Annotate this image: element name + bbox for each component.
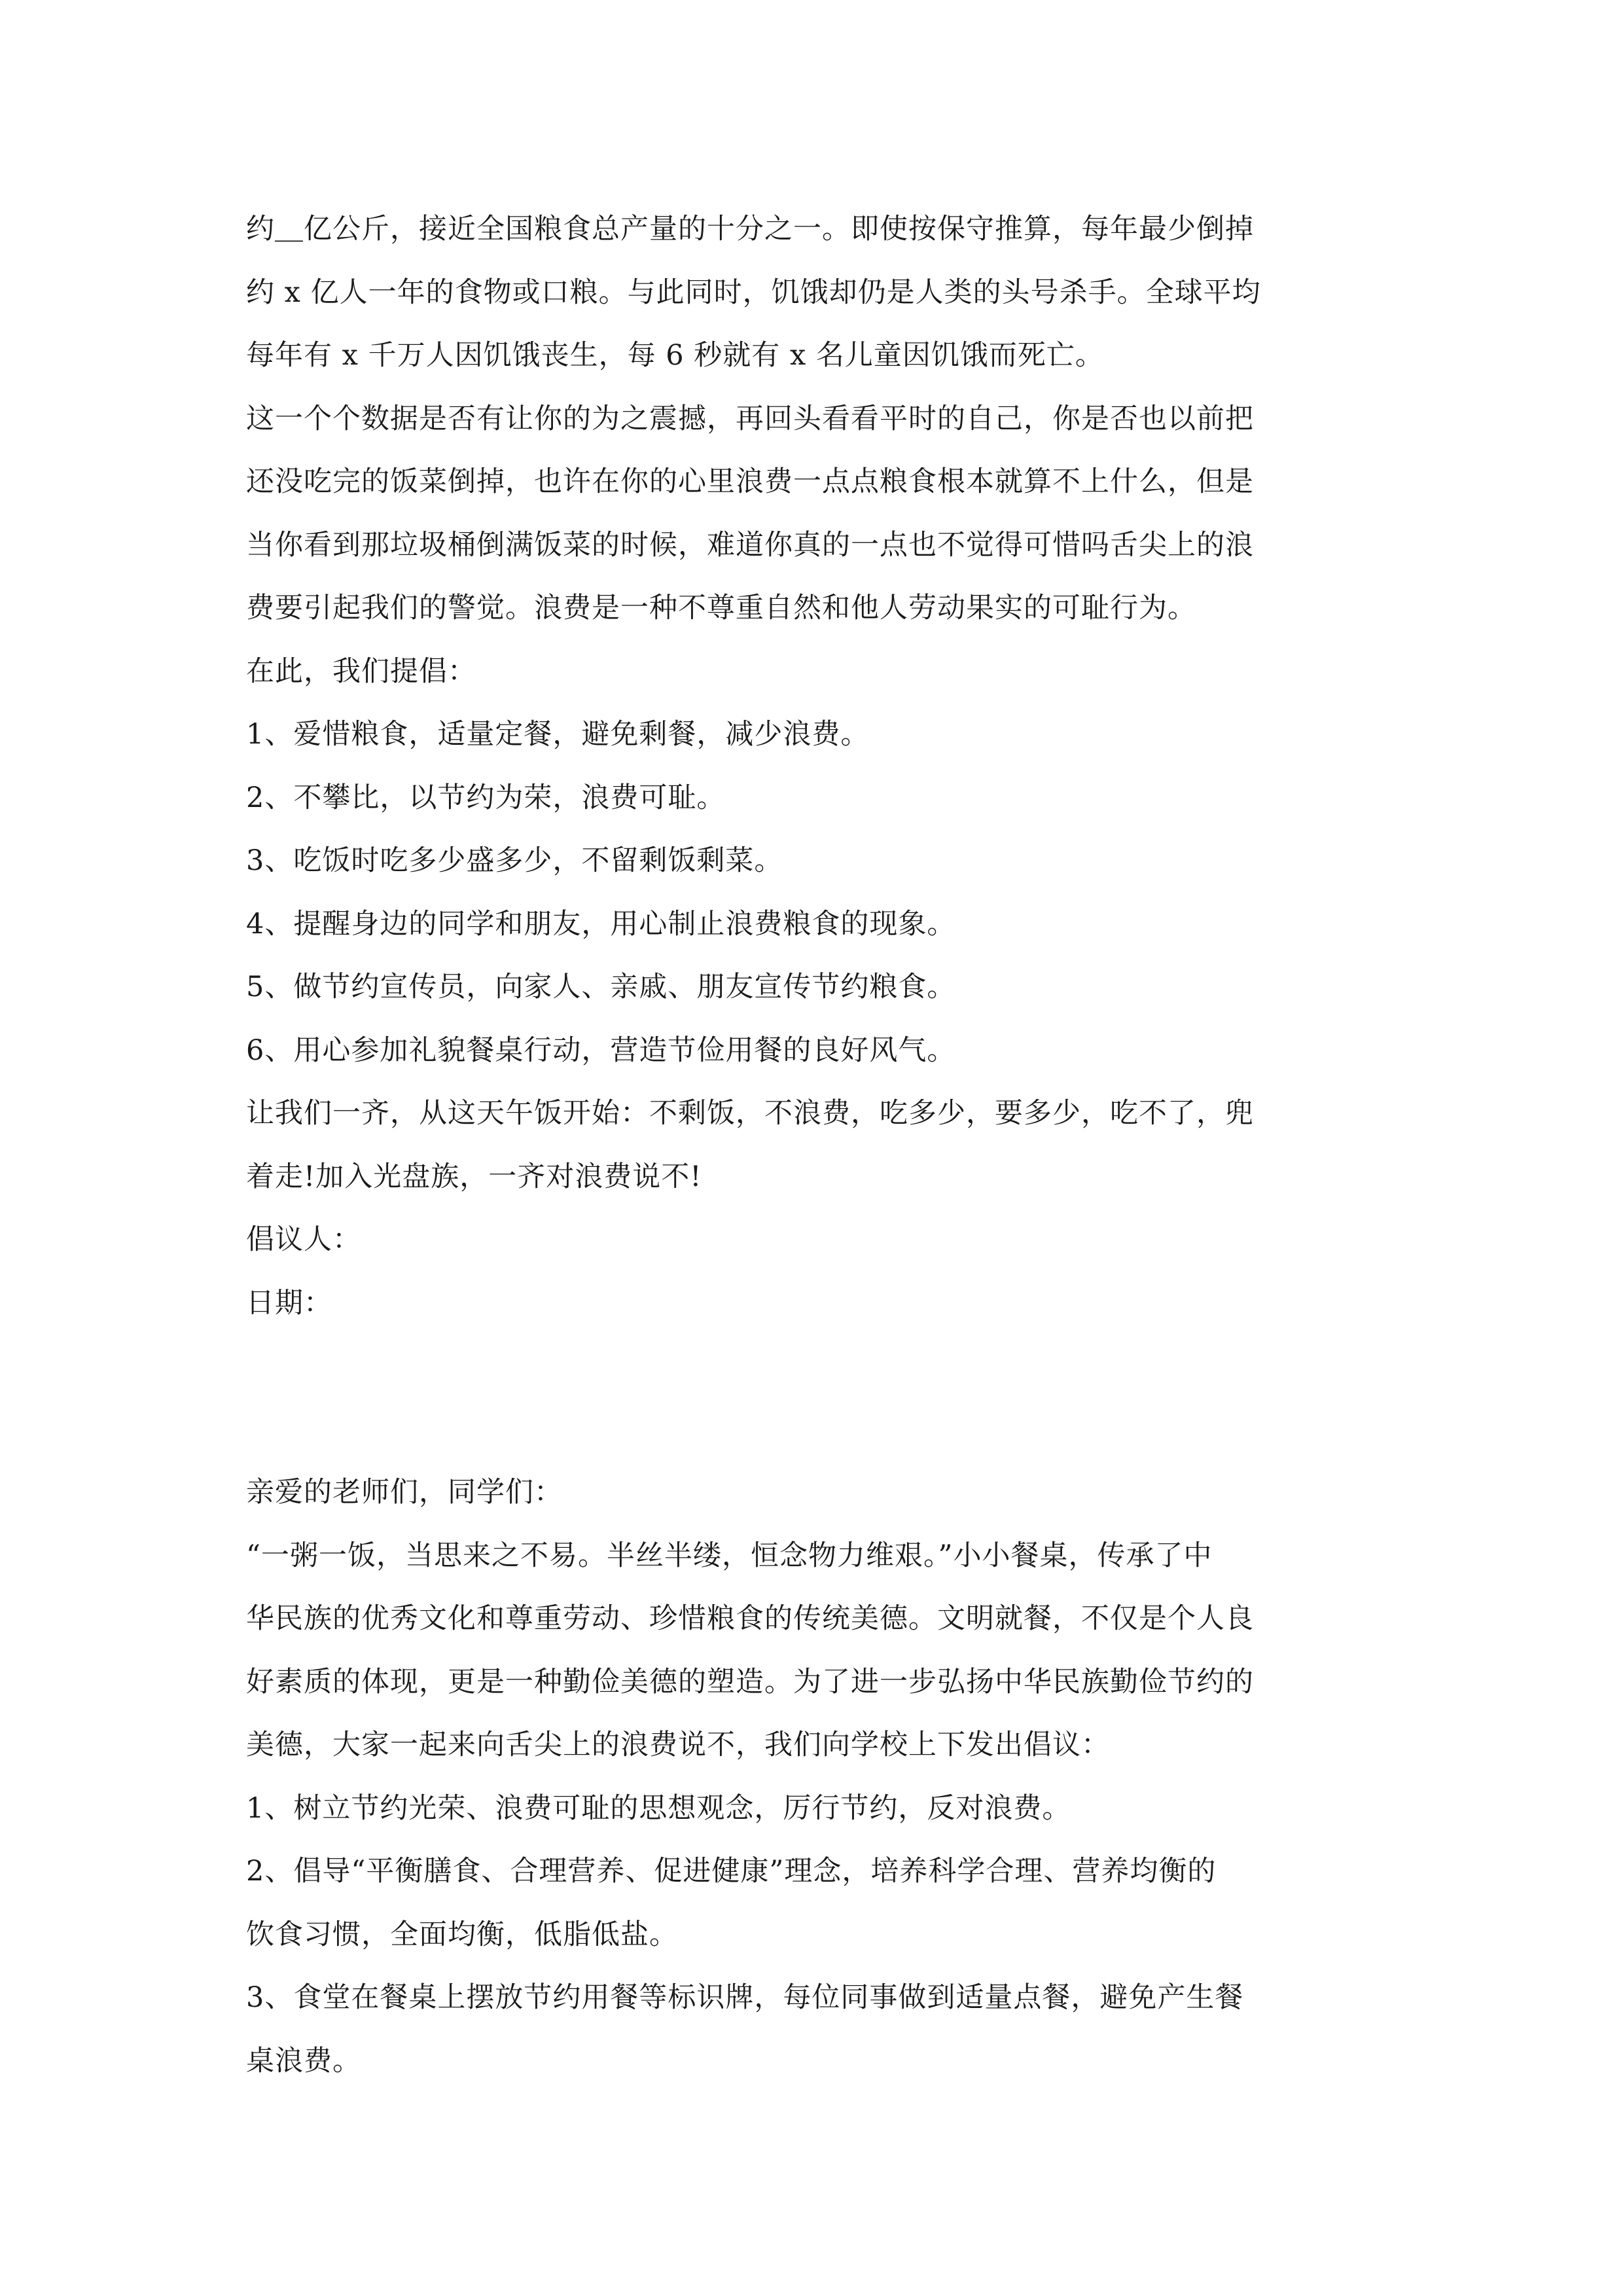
section-gap: [246, 1335, 1380, 1461]
list-item: 4、提醒身边的同学和朋友，用心制止浪费粮食的现象。: [246, 907, 956, 941]
text-line: 每年有 x 千万人因饥饿丧生，每 6 秒就有 x 名儿童因饥饿而死亡。: [246, 339, 1104, 372]
text-line: 约 x 亿人一年的食物或口粮。与此同时，饥饿却仍是人类的头号杀手。全球平均: [246, 276, 1261, 309]
text-line: 在此，我们提倡：: [246, 655, 476, 688]
salutation: 亲爱的老师们，同学们：: [246, 1476, 563, 1509]
text-line: 当你看到那垃圾桶倒满饭菜的时候，难道你真的一点也不觉得可惜吗舌尖上的浪: [246, 528, 1254, 562]
list-item: 6、用心参加礼貌餐桌行动，营造节俭用餐的良好风气。: [246, 1033, 956, 1067]
text-line: 美德，大家一起来向舌尖上的浪费说不，我们向学校上下发出倡议：: [246, 1729, 1110, 1761]
date-label: 日期：: [246, 1286, 332, 1319]
text-line: 让我们一齐，从这天午饭开始：不剩饭，不浪费，吃多少，要多少，吃不了，兜: [246, 1097, 1254, 1130]
list-item: 3、吃饭时吃多少盛多少，不留剩饭剩菜。: [246, 844, 783, 877]
text-line: 着走!加入光盘族，一齐对浪费说不!: [246, 1160, 702, 1193]
text-line: 还没吃完的饭菜倒掉，也许在你的心里浪费一点点粮食根本就算不上什么，但是: [246, 465, 1254, 498]
text-line: “一粥一饭，当思来之不易。半丝半缕，恒念物力维艰。”小小餐桌，传承了中: [246, 1539, 1213, 1572]
document-body: [246, 198, 1380, 2092]
text-line: 约＿亿公斤，接近全国粮食总产量的十分之一。即使按保守推算，每年最少倒掉: [246, 213, 1254, 245]
list-item: 5、做节约宣传员，向家人、亲戚、朋友宣传节约粮食。: [246, 971, 956, 1003]
text-line: 饮食习惯，全面均衡，低脂低盐。: [246, 1918, 678, 1951]
list-item: 1、树立节约光荣、浪费可耻的思想观念，厉行节约，反对浪费。: [246, 1791, 1071, 1825]
text-line: 这一个个数据是否有让你的为之震撼，再回头看看平时的自己，你是否也以前把: [246, 402, 1254, 435]
list-item: 1、爱惜粮食，适量定餐，避免剩餐，减少浪费。: [246, 718, 870, 751]
list-item: 2、不攀比，以节约为荣，浪费可耻。: [246, 781, 726, 814]
text-line: 华民族的优秀文化和尊重劳动、珍惜粮食的传统美德。文明就餐，不仅是个人良: [246, 1602, 1254, 1635]
text-line: 费要引起我们的警觉。浪费是一种不尊重自然和他人劳动果实的可耻行为。: [246, 592, 1196, 624]
list-item: 2、倡导“平衡膳食、合理营养、促进健康”理念，培养科学合理、营养均衡的: [246, 1855, 1217, 1888]
text-line: 桌浪费。: [246, 2044, 361, 2077]
list-item: 3、食堂在餐桌上摆放节约用餐等标识牌，每位同事做到适量点餐，避免产生餐: [246, 1981, 1244, 2014]
signature-label: 倡议人：: [246, 1223, 361, 1256]
text-line: 好素质的体现，更是一种勤俭美德的塑造。为了进一步弘扬中华民族勤俭节约的: [246, 1665, 1254, 1698]
